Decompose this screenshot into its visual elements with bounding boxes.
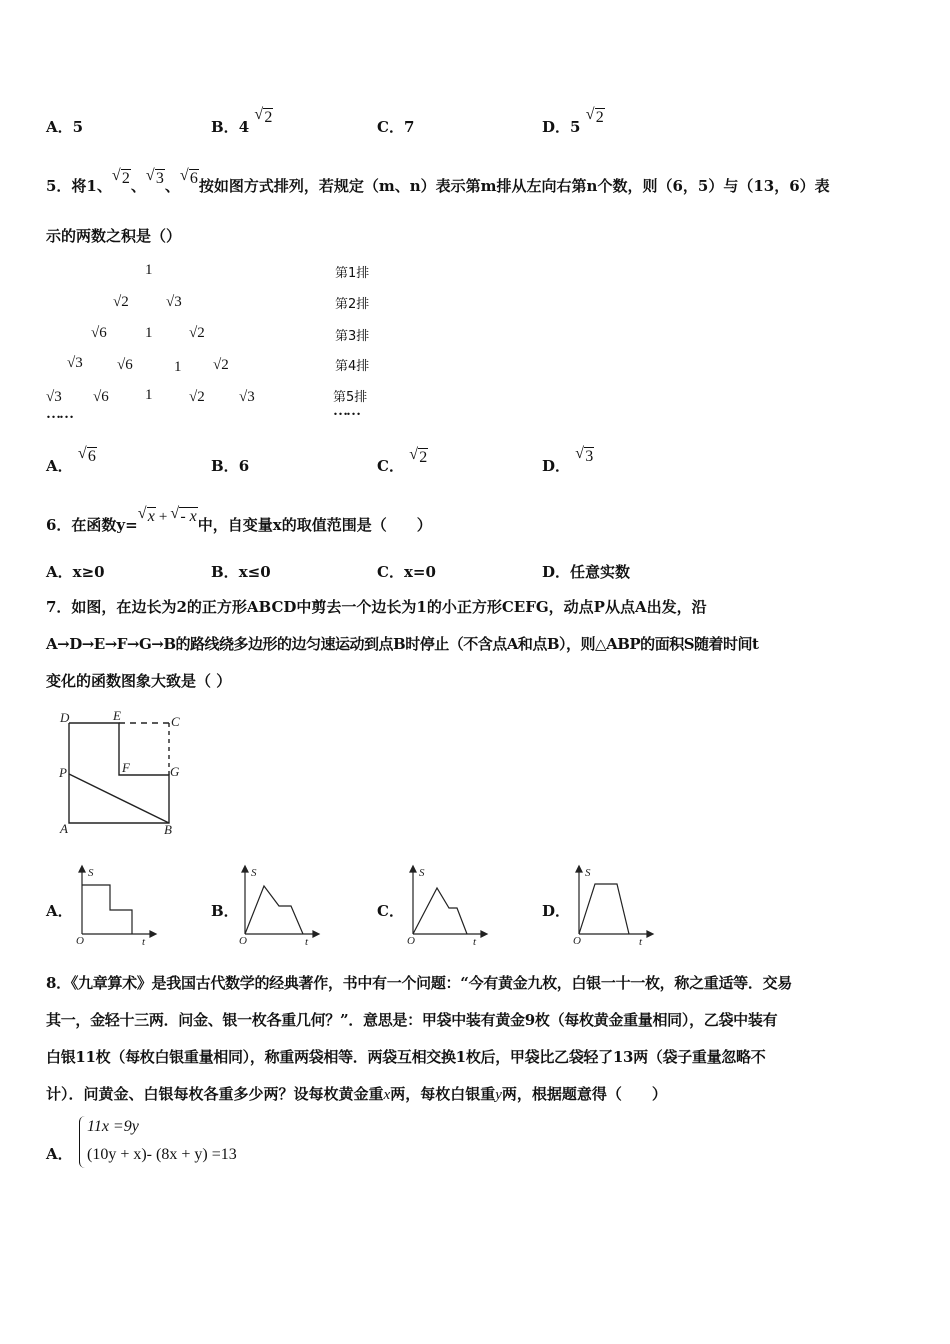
option-text: x≥0 [72,563,105,581]
option-text: 7 [403,118,415,136]
point-label-c: C [171,714,180,729]
option-label: D． [542,563,571,581]
row-label: 第3排 [335,329,370,344]
svg-text:t: t [639,936,643,948]
graph-d [571,864,656,949]
triangle-dots: …… [46,406,72,422]
q5-option-c[interactable] [377,449,428,476]
triangle-cell: √3 [239,389,255,405]
row-label: 第4排 [335,359,370,374]
row-label: 第2排 [335,297,370,312]
q4-option-c[interactable] [377,116,414,137]
point-label-e: E [113,708,121,723]
option-label: C． [377,118,404,136]
sqrt-expression: √ 6 [78,448,97,466]
q7-geometry-figure [50,706,200,841]
q5-stem-line2: 示的两数之积是（） [46,227,182,245]
q5-option-d[interactable] [542,448,594,476]
point-label-d: D [60,710,70,725]
q6-option-c[interactable] [377,561,436,582]
triangle-cell: √2 [213,357,229,373]
triangle-cell: √2 [189,325,205,341]
option-text: 6 [238,457,250,475]
option-text: x=0 [403,563,436,581]
option-label: B． [211,118,239,136]
triangle-cell: 1 [145,262,153,278]
q6-option-a[interactable] [46,561,105,582]
svg-text:O: O [573,935,581,947]
sqrt-expression: √ 2 [586,109,605,127]
equation-2: (10y + x)- (8x + y) =13 [87,1146,237,1163]
option-text: 4 [238,118,250,136]
svg-text:O: O [76,935,84,947]
q5-stem-line1: 5．将1、√ 2、√ 3、√ 6按如图方式排列，若规定（m、n）表示第m排从左向右第n个数，则（6，5）与（13，6）表 [46,175,830,196]
sqrt-expression: √ 2 [254,109,273,127]
option-label: D． [542,118,571,136]
triangle-cell: √3 [67,355,83,371]
q4-option-d[interactable] [542,109,605,137]
option-label: C． [377,902,404,920]
row-label: 第5排 [333,390,368,405]
svg-text:t: t [142,936,146,948]
q6-option-d[interactable] [542,561,630,582]
row-label-dots: …… [333,403,359,419]
q6-stem: 6．在函数y=√ x +√ - x中，自变量x的取值范围是（ ） [46,514,432,535]
q7-stem-line3: 变化的函数图象大致是（ ） [46,672,232,690]
q4-option-a[interactable] [46,116,83,137]
q6-option-b[interactable] [211,561,271,582]
triangle-cell: √3 [166,294,182,310]
svg-text:S: S [419,867,425,879]
option-label: A． [46,118,73,136]
triangle-cell: √3 [46,389,62,405]
option-label: D． [542,457,571,475]
triangle-cell: √6 [91,325,107,341]
option-label: B． [211,563,239,581]
equation-1: 11x =9y [87,1118,139,1135]
option-text: 5 [72,118,84,136]
option-label: C． [377,457,404,475]
q8-stem-line4: 计）．问黄金、白银每枚各重多少两？设每枚黄金重x两，每枚白银重y两，根据题意得（ ） [46,1085,667,1103]
triangle-cell: 1 [145,387,153,403]
option-text: x≤0 [238,563,271,581]
row-label: 第1排 [335,266,370,281]
sqrt-expression: √ 3 [575,448,594,466]
option-label: C． [377,563,404,581]
q5-option-a[interactable] [46,448,97,476]
option-text: 5 [570,118,581,136]
triangle-cell: √6 [117,357,133,373]
option-label: B． [211,902,239,920]
option-label: A． [46,457,73,475]
q4-option-b[interactable] [211,109,273,137]
option-text: 任意实数 [570,563,631,581]
point-label-g: G [170,764,180,779]
point-label-f: F [122,760,130,775]
q7-stem-line2: A→D→E→F→G→B的路线绕多边形的边匀速运动到点B时停止（不含点A和点B），则△ABP的面积S随着时间t [46,635,759,653]
graph-a [74,864,159,949]
triangle-cell: √6 [93,389,109,405]
svg-text:O: O [239,935,247,947]
q7-stem-line1: 7．如图，在边长为2的正方形ABCD中剪去一个边长为1的小正方形CEFG，动点P从点A出发，沿 [46,598,707,616]
triangle-cell: √2 [189,389,205,405]
option-label: D． [542,902,571,920]
option-label: A． [46,902,73,920]
sqrt-expression: √ 2 [409,449,428,467]
q8-stem-line2: 其一，金轻十三两．问金、银一枚各重几何？”．意思是：甲袋中装有黄金9枚（每枚黄金重量相同），乙袋中装有 [46,1011,778,1029]
triangle-cell: 1 [174,359,182,375]
point-label-p: P [59,765,67,780]
graph-b [237,864,322,949]
option-label: A． [46,563,73,581]
option-label: B． [211,457,239,475]
svg-text:S: S [585,867,591,879]
q8-stem-line1: 8．《九章算术》是我国古代数学的经典著作，书中有一个问题：“今有黄金九枚，白银一十一枚，称之重适等．交易 [46,974,792,992]
svg-text:t: t [473,936,477,948]
triangle-cell: √2 [113,294,129,310]
point-label-b: B [164,822,172,837]
option-label: A． [46,1145,73,1163]
q5-option-b[interactable] [211,455,249,476]
svg-text:S: S [251,867,257,879]
point-label-a: A [60,821,68,836]
q8-stem-line3: 白银11枚（每枚白银重量相同），称重两袋相等．两袋互相交换1枚后，甲袋比乙袋轻了13两（袋子重量忽略不 [46,1048,766,1066]
svg-text:S: S [88,867,94,879]
graph-c [405,864,490,949]
svg-text:O: O [407,935,415,947]
svg-text:t: t [305,936,309,948]
triangle-cell: 1 [145,325,153,341]
